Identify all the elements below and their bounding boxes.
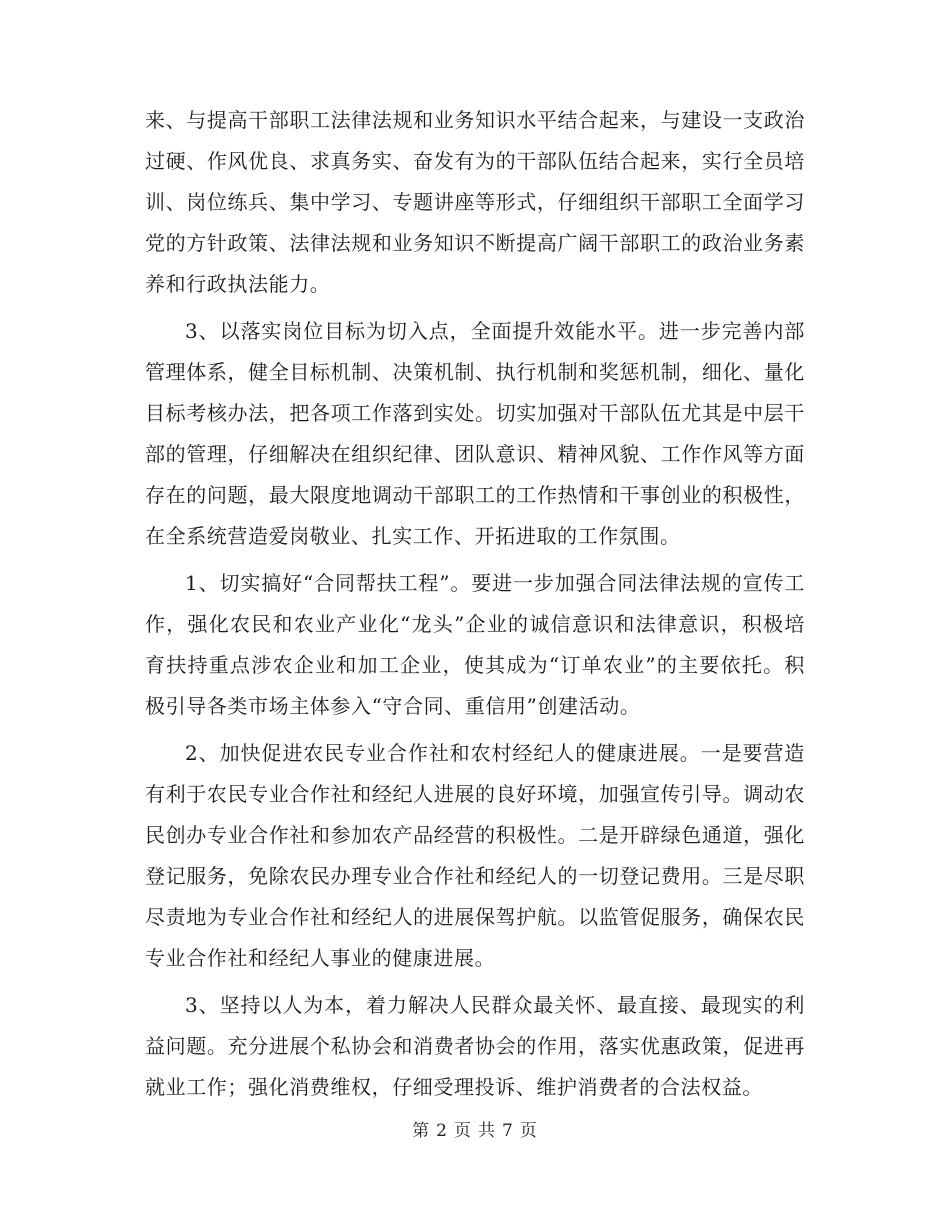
footer-total-word: 共 xyxy=(478,1121,496,1141)
paragraph-2: 3、以落实岗位目标为切入点，全面提升效能水平。进一步完善内部管理体系，健全目标机制、决策机制、执行机制和奖惩机制，细化、量化目标考核办法，把各项工作落到实处。切实加强对干部队伍尤其是中层干部的管理，仔细解决在组织纪律、团队意识、精神风貌、工作作风等方面存在的问题，最大限度地调动干部职工的工作热情和干事创业的积极性，在全系统营造爱岗敬业、扎实工作、开拓进取的工作氛围。 xyxy=(145,319,805,548)
paragraph-5: 3、坚持以人为本，着力解决人民群众最关怀、最直接、最现实的利益问题。充分进展个私协会和消费者协会的作用，落实优惠政策，促进再就业工作；强化消费维权，仔细受理投诉、维护消费者的合法权益。 xyxy=(145,993,805,1099)
footer-current-page: 2 xyxy=(436,1121,448,1141)
footer-suffix: 页 xyxy=(519,1121,538,1141)
paragraph-3: 1、切实搞好“合同帮扶工程”。要进一步加强合同法律法规的宣传工作，强化农民和农业产业化“龙头”企业的诚信意识和法律意识，积极培育扶持重点涉农企业和加工企业，使其成为“订单农业”的主要依托。积极引导各类市场主体参入“守合同、重信用”创建活动。 xyxy=(145,571,805,718)
footer-total-pages: 7 xyxy=(502,1121,514,1141)
document-body xyxy=(145,100,805,1114)
paragraph-1: 来、与提高干部职工法律法规和业务知识水平结合起来，与建设一支政治过硬、作风优良、求真务实、奋发有为的干部队伍结合起来，实行全员培训、岗位练兵、集中学习、专题讲座等形式，仔细组织干部职工全面学习党的方针政策、法律法规和业务知识不断提高广阔干部职工的政治业务素养和行政执法能力。 xyxy=(145,108,805,296)
paragraph-4: 2、加快促进农民专业合作社和农村经纪人的健康进展。一是要营造有利于农民专业合作社和经纪人进展的良好环境，加强宣传引导。调动农民创办专业合作社和参加农产品经营的积极性。二是开辟绿色通道，强化登记服务，免除农民办理专业合作社和经纪人的一切登记费用。三是尽职尽责地为专业合作社和经纪人的进展保驾护航。以监管促服务，确保农民专业合作社和经纪人事业的健康进展。 xyxy=(145,741,805,970)
page-footer xyxy=(0,1116,950,1141)
footer-page-word: 页 xyxy=(454,1121,472,1141)
footer-prefix: 第 xyxy=(412,1121,431,1141)
